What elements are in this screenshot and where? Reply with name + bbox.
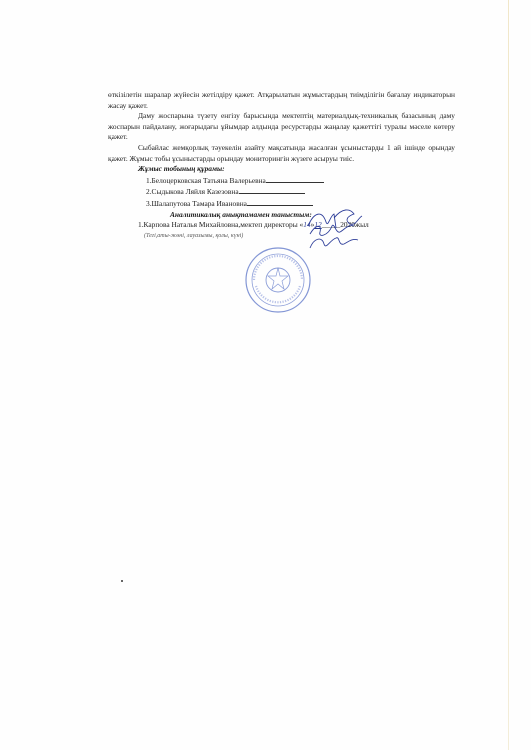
document-body [108,90,455,241]
member-2 [108,186,455,198]
paragraph-3: Сыбайлас жемқорлық тәуекелін азайту мақсатында жасалған ұсыныстарды 1 ай ішінде орындау қажет. Жұмыс тобы ұсыныстарды орындау мониторингін жүзеге асыруы тиіс. [108,142,455,163]
paragraph-2: Даму жоспарына түзету енгізу барысында мектептің материалдық-техникалық базасының даму жоспарын пайдалану, жоғарыдағы ұйымдар алдында ресурстарды жаңалау қажеттігі туралы мәселе көтеру қажет. [108,111,455,142]
group-heading: Жұмыс тобының құрамы: [138,164,225,174]
member-1 [108,175,455,187]
director-line: 1.Карпова Наталья Михайловна,мектеп директоры «14»12_____2020жыл [138,220,369,230]
member-2-signature-line [239,186,305,194]
member-1-signature-line [266,175,324,183]
analytic-heading: Аналитикалық анықтамамен таныстым: [170,209,312,219]
date-day: 14 [303,220,311,230]
stray-mark [121,580,123,582]
date-year: 2020жыл [340,220,369,230]
member-3-name: 3.Шалапутова Тамара Ивановна [146,198,247,208]
official-stamp [244,246,312,314]
paper-edge-line [508,0,509,750]
paragraph-1: өткізілетін шаралар жүйесін жетілдіру қажет. Атқарылатын жұмыстардың тиімділігін бағалау индикаторын жасау қажет. [108,90,455,110]
director-name: 1.Карпова Наталья Михайловна,мектеп директоры « [138,220,304,230]
signature-3 [306,232,362,254]
member-1-name: 1.Белоцерковская Татьяна Валерьевна [146,175,266,185]
date-month: 12 [314,220,322,230]
date-separator: » [310,220,315,230]
member-3 [108,198,455,210]
member-3-signature-line [247,198,313,206]
signature-hint: (Тегі,аты-жөні, лауазымы, қолы, күні) [144,232,244,239]
member-2-name: 2.Сыдыкова Ляйля Казезовна [146,187,239,197]
